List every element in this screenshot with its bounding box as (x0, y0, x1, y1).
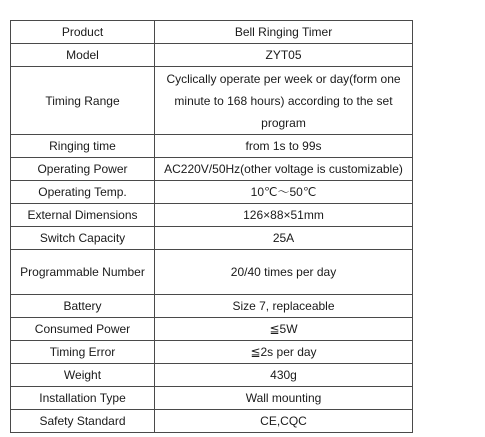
table-row (11, 135, 413, 158)
table-row (11, 21, 413, 44)
spec-value-operating-temp: 10℃～50℃ (155, 181, 413, 204)
table-row (11, 410, 413, 433)
spec-label-battery: Battery (11, 295, 155, 318)
spec-value-switch-capacity: 25A (155, 227, 413, 250)
spec-label-model: Model (11, 44, 155, 67)
spec-value-safety-standard: CE,CQC (155, 410, 413, 433)
table-row (11, 181, 413, 204)
table-row (11, 341, 413, 364)
table-row (11, 295, 413, 318)
table-row (11, 158, 413, 181)
table-row (11, 44, 413, 67)
spec-value-weight: 430g (155, 364, 413, 387)
spec-table (10, 20, 413, 433)
spec-value-model: ZYT05 (155, 44, 413, 67)
spec-label-timing-range: Timing Range (11, 67, 155, 135)
spec-label-consumed-power: Consumed Power (11, 318, 155, 341)
spec-value-installation-type: Wall mounting (155, 387, 413, 410)
spec-value-consumed-power: ≦5W (155, 318, 413, 341)
spec-label-ringing-time: Ringing time (11, 135, 155, 158)
table-row (11, 227, 413, 250)
spec-value-timing-range: Cyclically operate per week or day(form one minute to 168 hours) according to the set program (155, 67, 413, 135)
table-row (11, 250, 413, 295)
spec-value-battery: Size 7, replaceable (155, 295, 413, 318)
spec-value-external-dimensions: 126×88×51mm (155, 204, 413, 227)
spec-label-product: Product (11, 21, 155, 44)
table-row (11, 204, 413, 227)
table-row (11, 318, 413, 341)
table-row (11, 387, 413, 410)
spec-label-installation-type: Installation Type (11, 387, 155, 410)
spec-label-timing-error: Timing Error (11, 341, 155, 364)
spec-label-operating-power: Operating Power (11, 158, 155, 181)
spec-label-weight: Weight (11, 364, 155, 387)
spec-label-external-dimensions: External Dimensions (11, 204, 155, 227)
spec-label-switch-capacity: Switch Capacity (11, 227, 155, 250)
spec-label-safety-standard: Safety Standard (11, 410, 155, 433)
spec-label-operating-temp: Operating Temp. (11, 181, 155, 204)
spec-value-operating-power: AC220V/50Hz(other voltage is customizable) (155, 158, 413, 181)
table-row (11, 67, 413, 135)
spec-value-timing-error: ≦2s per day (155, 341, 413, 364)
spec-value-programmable-number: 20/40 times per day (155, 250, 413, 295)
spec-value-ringing-time: from 1s to 99s (155, 135, 413, 158)
table-row (11, 364, 413, 387)
spec-value-product: Bell Ringing Timer (155, 21, 413, 44)
spec-label-programmable-number: Programmable Number (11, 250, 155, 295)
